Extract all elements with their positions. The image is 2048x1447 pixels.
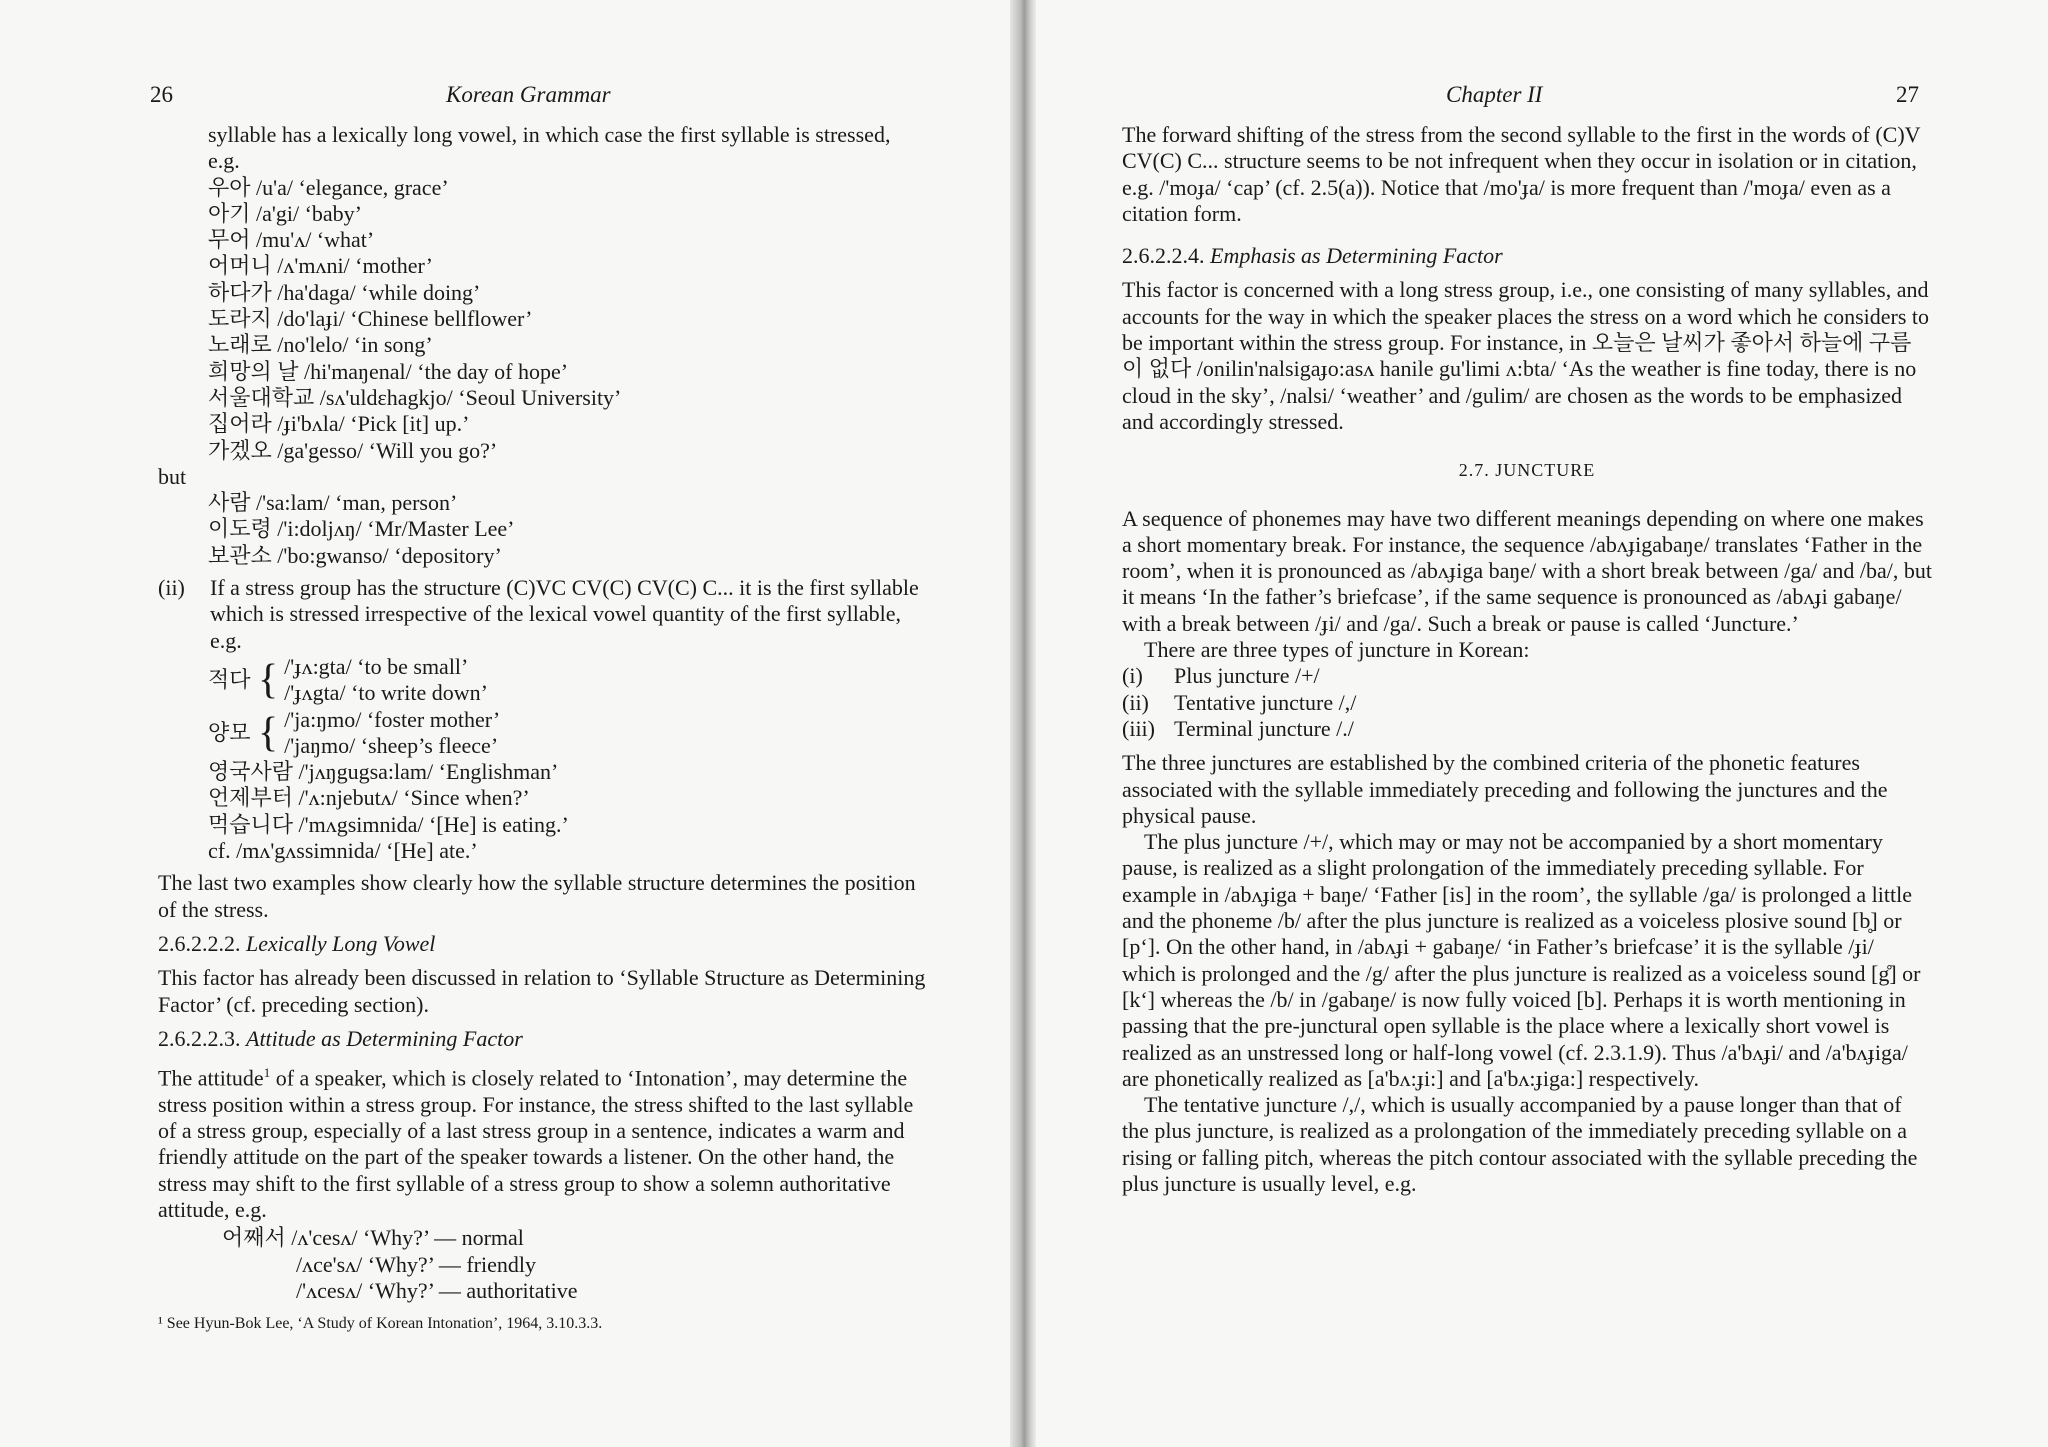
example-line: 언제부터 /'ʌ:njebutʌ/ ‘Since when?’ <box>208 785 530 811</box>
item-ii <box>158 575 926 654</box>
heading-title: Attitude as Determining Factor <box>246 1025 523 1051</box>
heading-number: 2.6.2.2.2. <box>158 930 241 956</box>
example-line: /'ʌcesʌ/ ‘Why?’ — authoritative <box>296 1277 578 1303</box>
heading-number: 2.6.2.2.4. <box>1122 243 1205 269</box>
example-line: 희망의 날 /hi'maŋenal/ ‘the day of hope’ <box>208 358 569 384</box>
paragraph: There are three types of juncture in Korean: <box>1144 637 1530 663</box>
paragraph-rest: of a speaker, which is closely related to ‘Intonation’, may determine the stress position within a stress group. For instance, the stress shifted to the last syllable of a stress group, especially of a last stress group in a sentence, indicates a warm and friendly attitude on the part of the speaker towards a listener. On the other hand, the stress may shift to the first syllable of a stress group to show a solemn authoritative attitude, e.g. <box>158 1065 914 1222</box>
heading-title: Lexically Long Vowel <box>246 930 436 956</box>
example-line: 하다가 /ha'daga/ ‘while doing’ <box>208 279 481 305</box>
example-line: 먹습니다 /'mʌgsimnida/ ‘[He] is eating.’ <box>208 811 569 837</box>
paragraph: This factor has already been discussed in relation to ‘Syllable Structure as Determining Factor’ (cf. preceding section). <box>158 965 926 1017</box>
intro-paragraph: syllable has a lexically long vowel, in which case the first syllable is stressed, e.g. <box>208 122 891 174</box>
example-line: 도라지 /do'laɟi/ ‘Chinese bellflower’ <box>208 306 533 332</box>
paragraph: The tentative juncture /,/, which is usually accompanied by a pause longer than that of the plus juncture, is realized as a prolongation of the immediately preceding syllable on a rising or falling pitch, whereas the pitch contour associated with the syllable preceding the plus juncture is usually level, e.g. <box>1122 1092 1918 1196</box>
chapter-section-heading: 2.7. JUNCTURE <box>1458 460 1596 481</box>
paragraph: A sequence of phonemes may have two different meanings depending on where one makes a short momentary break. For instance, the sequence /abʌɟigabaŋe/ translates ‘Father in the room’, when it is pronounced as /abʌɟiga baŋe/ with a short break between /ga/ and /ba/, but it means ‘In the father’s briefcase’, if the same sequence is pronounced as /abʌɟi gabaŋe/ with a break between /ɟi/ and /ga/. Such a break or pause is called ‘Juncture.’ <box>1122 505 1932 636</box>
list-item <box>1122 716 1932 742</box>
example-line: 우아 /u'a/ ‘elegance, grace’ <box>208 174 449 200</box>
left-body <box>158 122 926 1334</box>
brace-icon: { <box>258 657 279 704</box>
example-line: 사람 /'sa:lam/ ‘man, person’ <box>208 490 458 516</box>
paragraph: The plus juncture /+/, which may or may not be accompanied by a short momentary pause, is realized as a slight prolongation of the immediately preceding syllable. For example in /abʌɟiga + baŋe/ ‘Father [is] in the room’, the syllable /ga/ is prolonged a little and the phoneme /b/ after the plus juncture is realized as a voiceless plosive sound [b̥] or [p‘]. On the other hand, in /abʌɟi + gabaŋe/ ‘in Father’s briefcase’ it is the syllable /ɟi/ which is prolonged and the /g/ after the plus juncture is realized as a voiceless sound [g̊] or [k‘] whereas the /b/ in /gabaŋe/ is now fully voiced [b]. Perhaps it is worth mentioning in passing that the pre-junctural open syllable is the place where a lexically short vowel is realized as an unstressed long or half-long vowel (cf. 2.3.1.9). Thus /a'bʌɟi/ and /a'bʌɟiga/ are phonetically realized as [a'bʌ:ɟi:] and [a'bʌ:ɟiga:] respectively. <box>1122 829 1921 1091</box>
example-line: 이도령 /'i:doljʌŋ/ ‘Mr/Master Lee’ <box>208 516 515 542</box>
paragraph: The last two examples show clearly how the syllable structure determines the position of the stress. <box>158 870 916 922</box>
but-label: but <box>158 463 187 489</box>
section-heading <box>1122 243 1932 269</box>
heading-title: Emphasis as Determining Factor <box>1210 243 1503 269</box>
paragraph: The forward shifting of the stress from the second syllable to the first in the words of (C)V CV(C) C... structure seems to be not infrequent when they occur in isolation or in citation, e.g. /'moɟa/ ‘cap’ (cf. 2.5(a)). Notice that /mo'ɟa/ is more frequent than /'moɟa/ even as a citation form. <box>1122 122 1921 226</box>
examples-list-a <box>208 175 926 464</box>
footnote-marker: 1 <box>263 1065 271 1081</box>
example-line: /'ɟʌgta/ ‘to write down’ <box>284 680 488 706</box>
brace-key: 양모 <box>208 719 251 745</box>
brace-icon: { <box>258 709 279 756</box>
example-line: 어째서 /ʌ'cesʌ/ ‘Why?’ — normal <box>222 1225 524 1251</box>
example-line: 집어라 /ɟi'bʌla/ ‘Pick [it] up.’ <box>208 411 470 437</box>
list-number: (i) <box>1122 663 1143 689</box>
book-gutter <box>1010 0 1036 1447</box>
example-line: 보관소 /'bo:gwanso/ ‘depository’ <box>208 542 502 568</box>
example-line: 영국사람 /'jʌŋgugsa:lam/ ‘Englishman’ <box>208 759 559 785</box>
left-page-number: 26 <box>150 82 173 107</box>
example-line: /'ɟʌ:gta/ ‘to be small’ <box>284 653 469 679</box>
brace-lines <box>284 707 500 760</box>
example-line: /'ja:ŋmo/ ‘foster mother’ <box>284 706 501 732</box>
list-text: Plus juncture /+/ <box>1174 663 1320 689</box>
examples-list-c <box>208 759 926 864</box>
footnote: ¹ See Hyun-Bok Lee, ‘A Study of Korean Intonation’, 1964, 3.10.3.3. <box>158 1315 603 1333</box>
section-heading <box>158 1026 926 1052</box>
item-ii-text: If a stress group has the structure (C)VC CV(C) CV(C) C... it is the first syllable which is stressed irrespective of the lexical vowel quantity of the first syllable, e.g. <box>210 575 919 653</box>
list-text: Tentative juncture /,/ <box>1174 689 1357 715</box>
right-body <box>1122 122 1932 1197</box>
list-item <box>1122 690 1932 716</box>
list-number: (iii) <box>1122 715 1155 741</box>
example-line: 무어 /mu'ʌ/ ‘what’ <box>208 227 375 253</box>
example-line: 가겠오 /ga'gesso/ ‘Will you go?’ <box>208 437 498 463</box>
right-page-number: 27 <box>1896 82 1919 107</box>
heading-number: 2.6.2.2.3. <box>158 1025 241 1051</box>
right-running-title: Chapter II <box>1446 82 1543 107</box>
paragraph: This factor is concerned with a long stress group, i.e., one consisting of many syllables, and accounts for the way in which the speaker places the stress on a word which he considers to be important within the stress group. For instance, in 오늘은 날씨가 좋아서 하늘에 구름이 없다 /onilin'nalsigaɟo:asʌ hanile gu'limi ʌ:bta/ ‘As the weather is fine today, there is no cloud in the sky’, /nalsi/ ‘weather’ and /gulim/ are chosen as the words to be emphasized and accordingly stressed. <box>1122 277 1930 434</box>
paragraph: The three junctures are established by the combined criteria of the phonetic features associated with the syllable immediately preceding and following the junctures and the physical pause. <box>1122 750 1888 828</box>
list-text: Terminal juncture /./ <box>1174 715 1354 741</box>
paragraph <box>158 1060 926 1223</box>
left-page <box>0 0 1010 1447</box>
example-line: /'jaŋmo/ ‘sheep’s fleece’ <box>284 732 499 758</box>
example-line: 서울대학교 /sʌ'uldɛhagkjo/ ‘Seoul University’ <box>208 384 622 410</box>
section-heading <box>158 931 926 957</box>
paragraph-start: The attitude <box>158 1065 264 1091</box>
example-line: /ʌce'sʌ/ ‘Why?’ — friendly <box>296 1251 536 1277</box>
brace-group <box>208 707 926 760</box>
list-item <box>1122 663 1932 689</box>
example-line: 아기 /a'gi/ ‘baby’ <box>208 200 362 226</box>
brace-key: 적다 <box>208 667 251 693</box>
right-page <box>1036 0 2048 1447</box>
example-line: 노래로 /no'lelo/ ‘in song’ <box>208 332 433 358</box>
examples-list-b <box>208 490 926 569</box>
example-line: cf. /mʌ'gʌssimnida/ ‘[He] ate.’ <box>208 838 478 864</box>
left-running-title: Korean Grammar <box>446 82 611 107</box>
brace-group <box>208 654 926 707</box>
item-ii-number: (ii) <box>158 575 185 601</box>
examples-list-d <box>222 1225 926 1304</box>
juncture-list <box>1122 663 1932 742</box>
example-line: 어머니 /ʌ'mʌni/ ‘mother’ <box>208 253 433 279</box>
list-number: (ii) <box>1122 689 1149 715</box>
brace-lines <box>284 654 488 707</box>
